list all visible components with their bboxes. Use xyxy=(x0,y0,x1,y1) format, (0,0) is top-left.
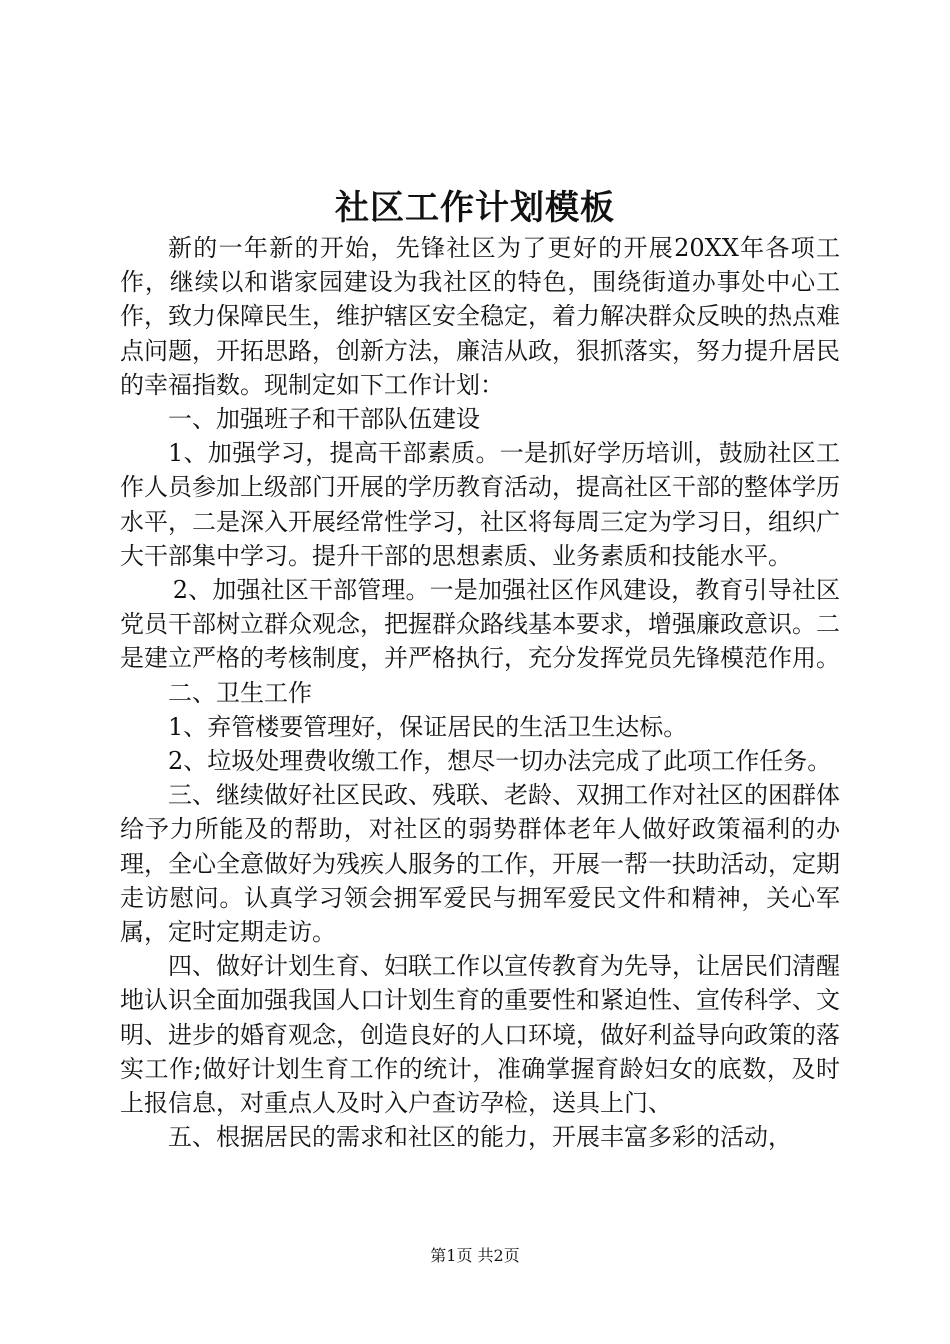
paragraph-2-2: 2、垃圾处理费收缴工作，想尽一切办法完成了此项工作任务。 xyxy=(168,747,832,776)
paragraph-2-1: 1、弃管楼要管理好，保证居民的生活卫生达标。 xyxy=(168,712,688,741)
paragraph-1-1: 1、加强学习，提高干部素质。一是抓好学历培训，鼓励社区工作人员参加上级部门开展的学历教育活动，提高社区干部的整体学历水平，二是深入开展经常性学习，社区将每周三定为学习日，组织广大干部集中学习。提升干部的思想素质、业务素质和技能水平。 xyxy=(120,439,840,570)
section-4-paragraph: 四、做好计划生育、妇联工作以宣传教育为先导，让居民们清醒地认识全面加强我国人口计划生育的重要性和紧迫性、宣传科学、文明、进步的婚育观念，创造良好的人口环境，做好利益导向政策的落实工作;做好计划生育工作的统计，准确掌握育龄妇女的底数，及时上报信息，对重点人及时入户查访孕检，送具上门、 xyxy=(120,952,840,1118)
intro-paragraph: 新的一年新的开始，先锋社区为了更好的开展20XX年各项工作，继续以和谐家园建设为我社区的特色，围绕街道办事处中心工作，致力保障民生，维护辖区安全稳定，着力解决群众反映的热点难点问题，开拓思路，创新方法，廉洁从政，狠抓落实，努力提升居民的幸福指数。现制定如下工作计划： xyxy=(120,234,840,399)
section-3-paragraph: 三、继续做好社区民政、残联、老龄、双拥工作对社区的困群体给予力所能及的帮助，对社区的弱势群体老年人做好政策福利的办理，全心全意做好为残疾人服务的工作，开展一帮一扶助活动，定期走访慰问。认真学习领会拥军爱民与拥军爱民文件和精神，关心军属，定时定期走访。 xyxy=(120,781,840,947)
paragraph-1-2: 2、加强社区干部管理。一是加强社区作风建设，教育引导社区党员干部树立群众观念，把握群众路线基本要求，增强廉政意识。二是建立严格的考核制度，并严格执行，充分发挥党员先锋模范作用。 xyxy=(120,576,840,673)
document-title: 社区工作计划模板 xyxy=(335,188,615,228)
section-5-paragraph: 五、根据居民的需求和社区的能力，开展丰富多彩的活动， xyxy=(168,1123,792,1152)
document-body xyxy=(120,231,840,1154)
page-footer: 第1页 共2页 xyxy=(430,1246,520,1265)
section-heading-2: 二、卫生工作 xyxy=(168,678,312,707)
section-heading-1: 一、加强班子和干部队伍建设 xyxy=(168,405,480,434)
